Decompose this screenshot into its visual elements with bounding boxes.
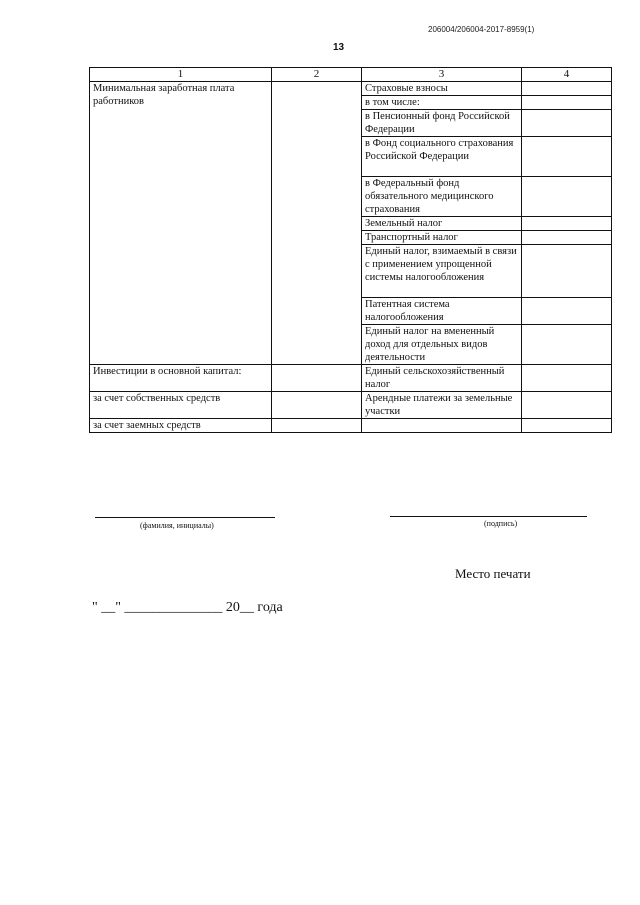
simplified-tax-label: Единый налог, взимаемый в связи с применением упрощенной системы налогообложения [362,245,522,298]
table-row [90,392,612,419]
signature-caption: (подпись) [484,519,518,528]
signature-line[interactable] [390,516,587,517]
social-insurance-fund-label: в Фонд социального страхования Российской Федерации [362,137,522,177]
empty-cell[interactable] [362,419,522,433]
borrowed-funds-value-cell[interactable] [272,419,362,433]
pension-fund-value-cell[interactable] [522,110,612,137]
land-lease-value-cell[interactable] [522,392,612,419]
social-insurance-fund-value-cell[interactable] [522,137,612,177]
land-lease-label: Арендные платежи за земельные участки [362,392,522,419]
including-label: в том числе: [362,96,522,110]
simplified-tax-value-cell[interactable] [522,245,612,298]
tax-form-table [89,67,612,433]
insurance-contributions-value-cell[interactable] [522,82,612,96]
table-row [90,419,612,433]
insurance-contributions-label: Страховые взносы [362,82,522,96]
date-line: " __" ______________ 20__ года [92,600,283,615]
transport-tax-value-cell[interactable] [522,231,612,245]
page-number: 13 [333,42,345,53]
patent-system-label: Патентная система налогообложения [362,298,522,325]
column-header-4: 4 [522,68,612,82]
including-value-cell[interactable] [522,96,612,110]
investments-label: Инвестиции в основной капитал: [90,365,272,392]
column-header-3: 3 [362,68,522,82]
land-tax-label: Земельный налог [362,217,522,231]
imputed-income-tax-value-cell[interactable] [522,325,612,365]
transport-tax-label: Транспортный налог [362,231,522,245]
min-wage-label: Минимальная заработная плата работников [90,82,272,365]
imputed-income-tax-label: Единый налог на вмененный доход для отдельных видов деятельности [362,325,522,365]
min-wage-value-cell[interactable] [272,82,362,365]
empty-cell[interactable] [522,419,612,433]
table-row [90,82,612,96]
name-signature-line[interactable] [95,517,275,518]
table-row [90,365,612,392]
agricultural-tax-value-cell[interactable] [522,365,612,392]
own-funds-value-cell[interactable] [272,392,362,419]
stamp-place-label: Место печати [455,566,531,581]
patent-system-value-cell[interactable] [522,298,612,325]
borrowed-funds-label: за счет заемных средств [90,419,272,433]
name-caption: (фамилия, инициалы) [140,521,214,530]
column-header-2: 2 [272,68,362,82]
document-id: 206004/206004-2017-8959(1) [428,25,535,34]
own-funds-label: за счет собственных средств [90,392,272,419]
agricultural-tax-label: Единый сельскохозяйственный налог [362,365,522,392]
investments-value-cell[interactable] [272,365,362,392]
land-tax-value-cell[interactable] [522,217,612,231]
column-header-1: 1 [90,68,272,82]
medical-insurance-fund-label: в Федеральный фонд обязательного медицинского страхования [362,177,522,217]
medical-insurance-fund-value-cell[interactable] [522,177,612,217]
pension-fund-label: в Пенсионный фонд Российской Федерации [362,110,522,137]
column-number-row [90,68,612,82]
